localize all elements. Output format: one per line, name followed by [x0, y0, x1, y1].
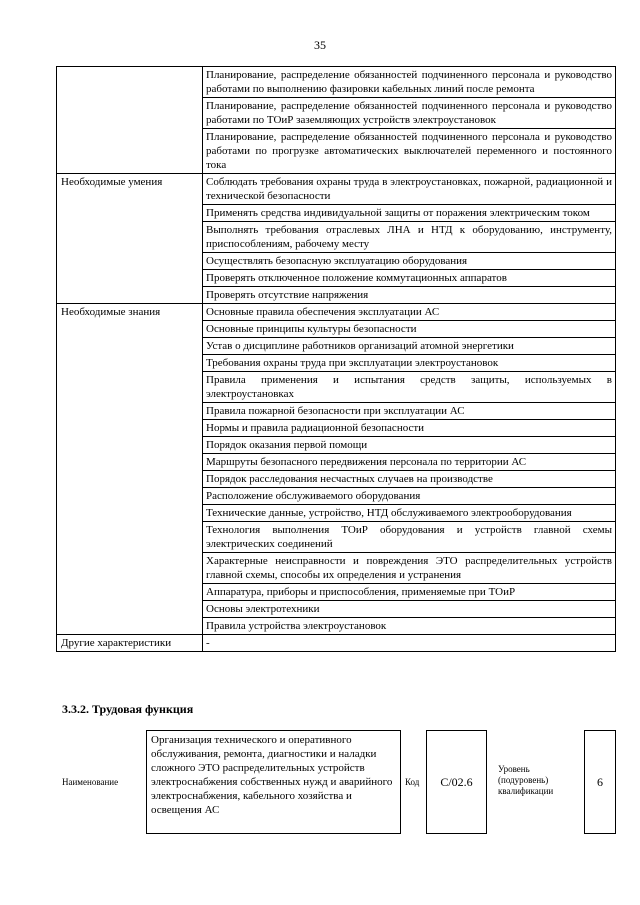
- requirement-item: Порядок оказания первой помощи: [203, 437, 616, 454]
- requirement-item: Требования охраны труда при эксплуатации электроустановок: [203, 355, 616, 372]
- function-code-box: С/02.6: [426, 730, 487, 834]
- requirement-item: Планирование, распределение обязанностей подчиненного персонала и руководство работами по ТОиР заземляющих устройств электроустановок: [203, 98, 616, 129]
- table-row: [57, 635, 616, 652]
- requirement-item: Основные принципы культуры безопасности: [203, 321, 616, 338]
- row-label: Необходимые знания: [57, 304, 203, 635]
- requirement-item: Проверять отключенное положение коммутационных аппаратов: [203, 270, 616, 287]
- requirement-item: Характерные неисправности и повреждения ЭТО распределительных устройств главной схемы, способы их определения и устранения: [203, 553, 616, 584]
- requirement-item: Планирование, распределение обязанностей подчиненного персонала и руководство работами по выполнению фазировки кабельных линий после ремонта: [203, 67, 616, 98]
- requirement-item: Устав о дисциплине работников организаций атомной энергетики: [203, 338, 616, 355]
- requirement-item: Соблюдать требования охраны труда в электроустановках, пожарной, радиационной и технической безопасности: [203, 174, 616, 205]
- requirement-item: Осуществлять безопасную эксплуатацию оборудования: [203, 253, 616, 270]
- name-caption: Наименование: [62, 777, 119, 787]
- requirement-item: Правила применения и испытания средств защиты, используемых в электроустановках: [203, 372, 616, 403]
- section-heading: 3.3.2. Трудовая функция: [62, 702, 194, 716]
- labor-function-block: [62, 730, 618, 842]
- requirement-item: Технология выполнения ТОиР оборудования и устройств главной схемы электрических соединений: [203, 522, 616, 553]
- table-row: [57, 304, 616, 321]
- table-row: [57, 67, 616, 98]
- function-name-box: Организация технического и оперативного обслуживания, ремонта, диагностики и наладки сложного ЭТО распределительных устройств электроснабжения собственных нужд и аварийного электроснабжения, кабельного хозяйства и освещения АС: [146, 730, 401, 834]
- requirement-item: Нормы и правила радиационной безопасности: [203, 420, 616, 437]
- requirement-item: Порядок расследования несчастных случаев на производстве: [203, 471, 616, 488]
- requirement-item: Маршруты безопасного передвижения персонала по территории АС: [203, 454, 616, 471]
- requirement-item: Планирование, распределение обязанностей подчиненного персонала и руководство работами по прогрузке автоматических выключателей переменного и постоянного тока: [203, 129, 616, 174]
- row-label: Другие характеристики: [57, 635, 203, 652]
- requirement-item: Расположение обслуживаемого оборудования: [203, 488, 616, 505]
- requirement-item: Применять средства индивидуальной защиты от поражения электрическим током: [203, 205, 616, 222]
- code-caption: Код: [405, 777, 420, 787]
- requirement-item: Аппаратура, приборы и приспособления, применяемые при ТОиР: [203, 584, 616, 601]
- requirement-item: Основы электротехники: [203, 601, 616, 618]
- page-number: 35: [314, 38, 326, 52]
- requirement-item: Технические данные, устройство, НТД обслуживаемого электрооборудования: [203, 505, 616, 522]
- requirement-item: Проверять отсутствие напряжения: [203, 287, 616, 304]
- row-label: Необходимые умения: [57, 174, 203, 304]
- requirement-item: Выполнять требования отраслевых ЛНА и НТД к оборудованию, инструменту, приспособлениям, рабочему месту: [203, 222, 616, 253]
- qualification-level-box: 6: [584, 730, 616, 834]
- requirement-item: Правила пожарной безопасности при эксплуатации АС: [203, 403, 616, 420]
- table-row: [57, 174, 616, 205]
- row-label: [57, 67, 203, 174]
- level-caption: Уровень (подуровень) квалификации: [498, 764, 554, 796]
- requirement-item: Основные правила обеспечения эксплуатации АС: [203, 304, 616, 321]
- requirement-item: Правила устройства электроустановок: [203, 618, 616, 635]
- requirement-item: -: [203, 635, 616, 652]
- requirements-table: [56, 66, 616, 652]
